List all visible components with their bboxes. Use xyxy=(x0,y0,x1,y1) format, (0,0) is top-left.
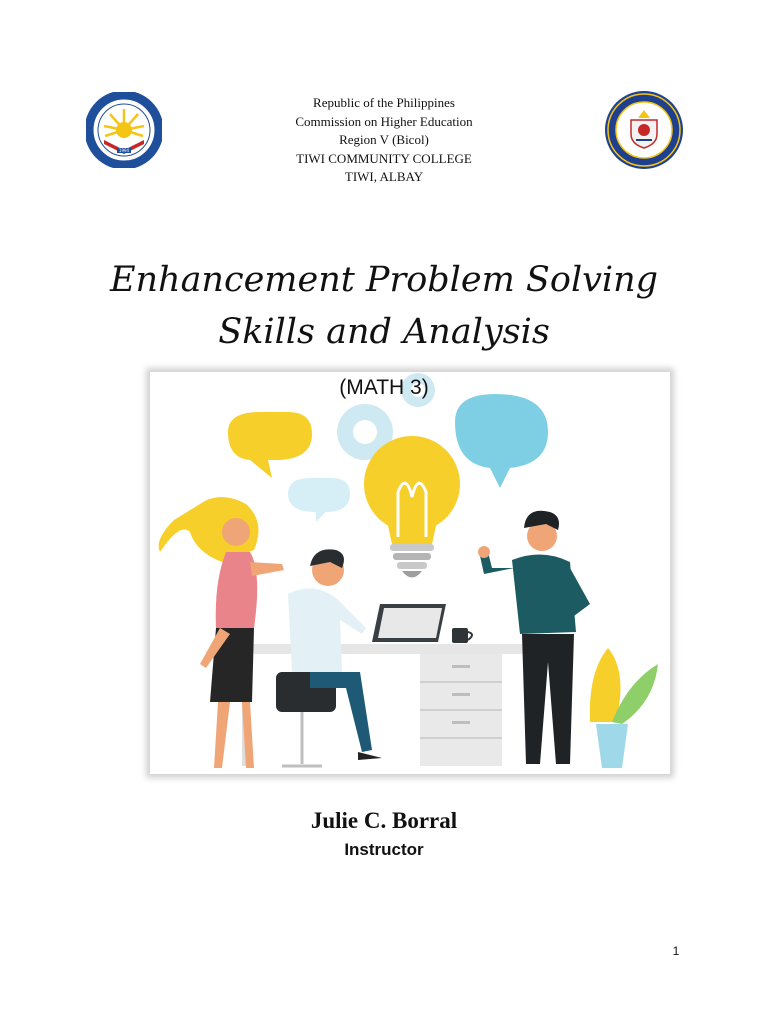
author-name: Julie C. Borral xyxy=(310,808,458,833)
tiwi-community-college-seal-icon xyxy=(604,90,684,170)
standing-woman-figure xyxy=(159,497,284,768)
header-line-college: TIWI COMMUNITY COLLEGE xyxy=(296,150,472,166)
author-role: Instructor xyxy=(344,840,424,859)
coffee-cup-icon xyxy=(452,628,468,643)
title-line-1: Enhancement Problem Solving xyxy=(109,260,659,300)
speech-bubble-blue-large xyxy=(455,394,548,488)
title-line-2: Skills and Analysis xyxy=(218,312,550,352)
speech-bubble-blue-small xyxy=(288,478,350,522)
course-code: (MATH 3) xyxy=(339,376,429,399)
institution-header xyxy=(234,94,534,187)
header-line-commission: Commission on Higher Education xyxy=(295,113,473,129)
document-title xyxy=(60,254,708,358)
header-line-location: TIWI, ALBAY xyxy=(344,169,424,184)
team-brainstorming-illustration-icon xyxy=(150,372,670,774)
header-line-republic: Republic of the Philippines xyxy=(313,95,455,110)
seated-man-figure xyxy=(276,549,382,766)
plant-icon xyxy=(590,648,658,768)
speech-bubble-yellow xyxy=(228,412,312,478)
ched-seal-icon xyxy=(86,92,162,168)
light-bulb-icon xyxy=(364,436,460,578)
page-number: 1 xyxy=(672,944,680,958)
ched-seal-year: 1994 xyxy=(118,148,130,153)
header-line-region: Region V (Bicol) xyxy=(339,132,429,147)
